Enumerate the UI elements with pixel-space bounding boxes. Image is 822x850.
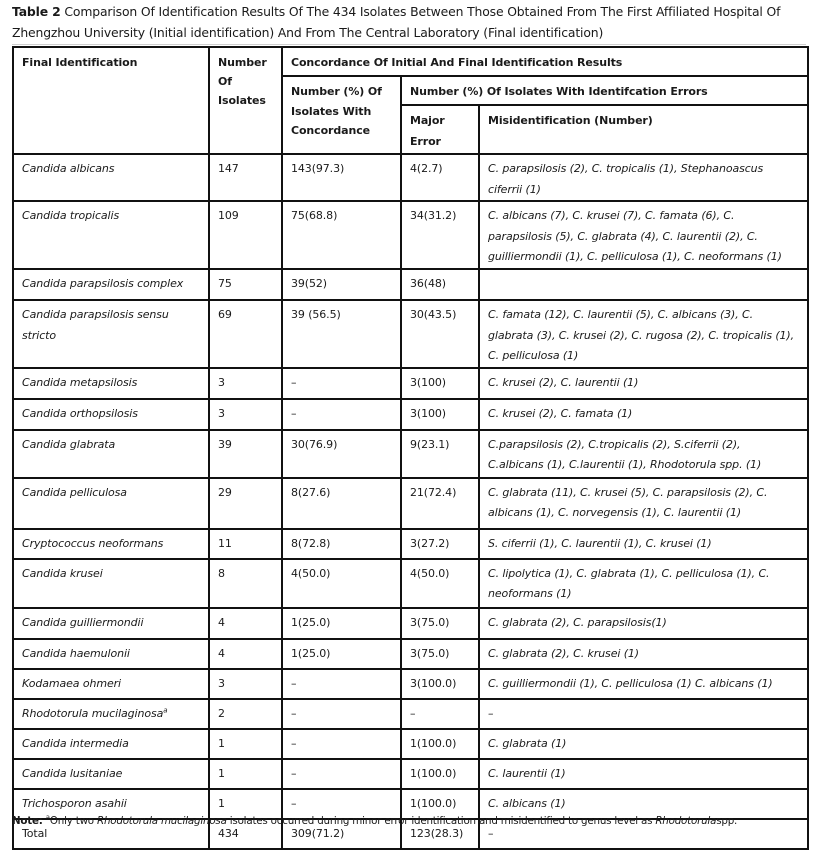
table-caption xyxy=(12,1,812,43)
cell-concordance: 1(25.0) xyxy=(282,639,401,669)
table-row xyxy=(13,430,808,478)
cell-number-of-isolates: 147 xyxy=(209,154,282,201)
cell-major-error: 3(75.0) xyxy=(401,608,479,639)
cell-major-error: 4(2.7) xyxy=(401,154,479,201)
cell-misidentification: C. parapsilosis (2), C. tropicalis (1), Stephanoascus ciferrii (1) xyxy=(479,154,808,201)
cell-misidentification: C.parapsilosis (2), C.tropicalis (2), S.ciferrii (2), C.albicans (1), C.laurentii (1), Rhodotorula spp. (1) xyxy=(479,430,808,478)
cell-number-of-isolates: 109 xyxy=(209,201,282,269)
species-name: Candida krusei xyxy=(22,566,103,580)
table-row xyxy=(13,729,808,759)
cell-number-of-isolates: 2 xyxy=(209,699,282,729)
cell-concordance: 75(68.8) xyxy=(282,201,401,269)
cell-major-error: – xyxy=(401,699,479,729)
species-name: Candida lusitaniae xyxy=(22,766,123,780)
cell-number-of-isolates: 29 xyxy=(209,478,282,529)
table-label: Table 2 xyxy=(12,4,61,19)
header-errors-group: Number (%) Of Isolates With Identifcation Errors xyxy=(401,76,808,105)
table-row xyxy=(13,478,808,529)
cell-final-identification xyxy=(13,269,209,300)
table-row xyxy=(13,608,808,639)
cell-number-of-isolates: 3 xyxy=(209,669,282,699)
table-row xyxy=(13,399,808,430)
header-final-identification: Final Identification xyxy=(13,47,209,154)
cell-misidentification: C. famata (12), C. laurentii (5), C. albicans (3), C. glabrata (3), C. krusei (2), C. rugosa (2), C. tropicalis (1), C. pelliculosa (1) xyxy=(479,300,808,368)
cell-misidentification: C. lipolytica (1), C. glabrata (1), C. pelliculosa (1), C. neoformans (1) xyxy=(479,559,808,608)
cell-major-error: 1(100.0) xyxy=(401,759,479,789)
cell-misidentification: C. krusei (2), C. laurentii (1) xyxy=(479,368,808,399)
cell-major-error: 1(100.0) xyxy=(401,729,479,759)
cell-major-error: 3(100) xyxy=(401,399,479,430)
cell-final-identification xyxy=(13,639,209,669)
species-name: Cryptococcus neoformans xyxy=(22,536,164,550)
cell-number-of-isolates: 1 xyxy=(209,789,282,819)
cell-final-identification xyxy=(13,699,209,729)
cell-final-identification xyxy=(13,729,209,759)
cell-final-identification xyxy=(13,559,209,608)
cell-total-misidentification: – xyxy=(479,819,808,849)
cell-misidentification: C. albicans (1) xyxy=(479,789,808,819)
cell-final-identification xyxy=(13,608,209,639)
cell-total-concordance: 309(71.2) xyxy=(282,819,401,849)
cell-number-of-isolates: 1 xyxy=(209,729,282,759)
cell-misidentification: C. glabrata (2), C. parapsilosis(1) xyxy=(479,608,808,639)
cell-number-of-isolates: 3 xyxy=(209,399,282,430)
species-name: Candida guilliermondii xyxy=(22,615,144,629)
cell-concordance: 39(52) xyxy=(282,269,401,300)
cell-final-identification xyxy=(13,759,209,789)
species-name: Candida parapsilosis sensu stricto xyxy=(22,308,169,342)
cell-number-of-isolates: 69 xyxy=(209,300,282,368)
table-row xyxy=(13,154,808,201)
table-row xyxy=(13,559,808,608)
note-text: Only two xyxy=(49,815,97,827)
species-name: Candida haemulonii xyxy=(22,646,130,660)
species-name: Candida tropicalis xyxy=(22,209,120,222)
cell-number-of-isolates: 39 xyxy=(209,430,282,478)
species-name: Candida orthopsilosis xyxy=(22,406,138,420)
cell-final-identification xyxy=(13,669,209,699)
cell-final-identification xyxy=(13,529,209,559)
cell-major-error: 21(72.4) xyxy=(401,478,479,529)
cell-misidentification: C. laurentii (1) xyxy=(479,759,808,789)
table-row xyxy=(13,529,808,559)
table-row xyxy=(13,759,808,789)
cell-final-identification xyxy=(13,368,209,399)
table-note xyxy=(12,813,812,829)
table-title: Comparison Of Identification Results Of The 434 Isolates Between Those Obtained From The First Affiliated Hospital Of Zhengzhou University (Initial identification) And From The Central Laboratory (Final identification) xyxy=(12,4,781,40)
cell-major-error: 30(43.5) xyxy=(401,300,479,368)
table-row xyxy=(13,269,808,300)
cell-major-error: 36(48) xyxy=(401,269,479,300)
species-name: Candida parapsilosis complex xyxy=(22,277,184,290)
cell-misidentification: C. glabrata (2), C. krusei (1) xyxy=(479,639,808,669)
note-superscript: a xyxy=(45,813,50,822)
cell-misidentification: C. glabrata (1) xyxy=(479,729,808,759)
table-row xyxy=(13,669,808,699)
cell-misidentification: C. glabrata (11), C. krusei (5), C. parapsilosis (2), C. albicans (1), C. norvegensis (1), C. laurentii (1) xyxy=(479,478,808,529)
cell-misidentification: S. ciferrii (1), C. laurentii (1), C. krusei (1) xyxy=(479,529,808,559)
identification-results-table xyxy=(12,46,809,850)
cell-misidentification: C. albicans (7), C. krusei (7), C. famata (6), C. parapsilosis (5), C. glabrata (4), C. laurentii (2), C. guilliermondii (1), C. pelliculosa (1), C. neoformans (1) xyxy=(479,201,808,269)
species-name: Candida metapsilosis xyxy=(22,375,138,389)
note-label: Note: xyxy=(12,815,43,827)
note-text: spp. xyxy=(716,815,738,827)
cell-number-of-isolates: 4 xyxy=(209,608,282,639)
cell-misidentification: C. krusei (2), C. famata (1) xyxy=(479,399,808,430)
cell-concordance: – xyxy=(282,699,401,729)
cell-major-error: 3(100.0) xyxy=(401,669,479,699)
species-name: Kodamaea ohmeri xyxy=(22,676,121,690)
species-name: Rhodotorula mucilaginosa xyxy=(22,706,164,720)
cell-concordance: 8(27.6) xyxy=(282,478,401,529)
cell-concordance: 1(25.0) xyxy=(282,608,401,639)
cell-concordance: – xyxy=(282,789,401,819)
cell-final-identification xyxy=(13,154,209,201)
cell-major-error: 9(23.1) xyxy=(401,430,479,478)
cell-number-of-isolates: 1 xyxy=(209,759,282,789)
cell-major-error: 3(27.2) xyxy=(401,529,479,559)
header-misidentification: Misidentification (Number) xyxy=(479,105,808,154)
cell-misidentification: C. guilliermondii (1), C. pelliculosa (1) C. albicans (1) xyxy=(479,669,808,699)
table-row xyxy=(13,639,808,669)
note-genus: Rhodotorula xyxy=(655,815,717,827)
cell-number-of-isolates: 8 xyxy=(209,559,282,608)
table-row xyxy=(13,699,808,729)
cell-final-identification xyxy=(13,300,209,368)
cell-misidentification xyxy=(479,269,808,300)
species-name: Trichosporon asahii xyxy=(22,796,127,810)
footnote-marker: a xyxy=(163,705,168,714)
cell-major-error: 4(50.0) xyxy=(401,559,479,608)
cell-major-error: 3(75.0) xyxy=(401,639,479,669)
species-name: Candida glabrata xyxy=(22,437,116,451)
cell-concordance: 4(50.0) xyxy=(282,559,401,608)
cell-concordance: 143(97.3) xyxy=(282,154,401,201)
cell-concordance: 39 (56.5) xyxy=(282,300,401,368)
cell-major-error: 1(100.0) xyxy=(401,789,479,819)
table-body xyxy=(13,154,808,849)
header-concordance: Number (%) Of Isolates With Concordance xyxy=(282,76,401,154)
cell-number-of-isolates: 3 xyxy=(209,368,282,399)
cell-concordance: – xyxy=(282,399,401,430)
cell-final-identification xyxy=(13,478,209,529)
cell-number-of-isolates: 11 xyxy=(209,529,282,559)
cell-number-of-isolates: 75 xyxy=(209,269,282,300)
table-row xyxy=(13,201,808,269)
cell-concordance: – xyxy=(282,669,401,699)
header-concordance-group: Concordance Of Initial And Final Identification Results xyxy=(282,47,808,76)
species-name: Candida albicans xyxy=(22,162,115,175)
cell-total-isolates: 434 xyxy=(209,819,282,849)
table-row xyxy=(13,368,808,399)
cell-concordance: – xyxy=(282,368,401,399)
species-name: Candida pelliculosa xyxy=(22,485,127,499)
table-row xyxy=(13,300,808,368)
cell-total-major-error: 123(28.3) xyxy=(401,819,479,849)
cell-concordance: – xyxy=(282,759,401,789)
cell-major-error: 34(31.2) xyxy=(401,201,479,269)
note-text: isolates occurred during minor error identification and misidentified to genus level as xyxy=(226,815,656,827)
cell-final-identification xyxy=(13,430,209,478)
cell-final-identification xyxy=(13,201,209,269)
cell-concordance: – xyxy=(282,729,401,759)
caption-divider xyxy=(12,44,806,45)
note-species: Rhodotorula mucilaginosa xyxy=(96,815,227,827)
header-number-of-isolates: Number Of Isolates xyxy=(209,47,282,154)
cell-major-error: 3(100) xyxy=(401,368,479,399)
cell-number-of-isolates: 4 xyxy=(209,639,282,669)
cell-misidentification: – xyxy=(479,699,808,729)
header-major-error: Major Error xyxy=(401,105,479,154)
cell-final-identification xyxy=(13,399,209,430)
cell-concordance: 8(72.8) xyxy=(282,529,401,559)
species-name: Candida intermedia xyxy=(22,736,129,750)
cell-concordance: 30(76.9) xyxy=(282,430,401,478)
cell-total-label: Total xyxy=(13,819,209,849)
